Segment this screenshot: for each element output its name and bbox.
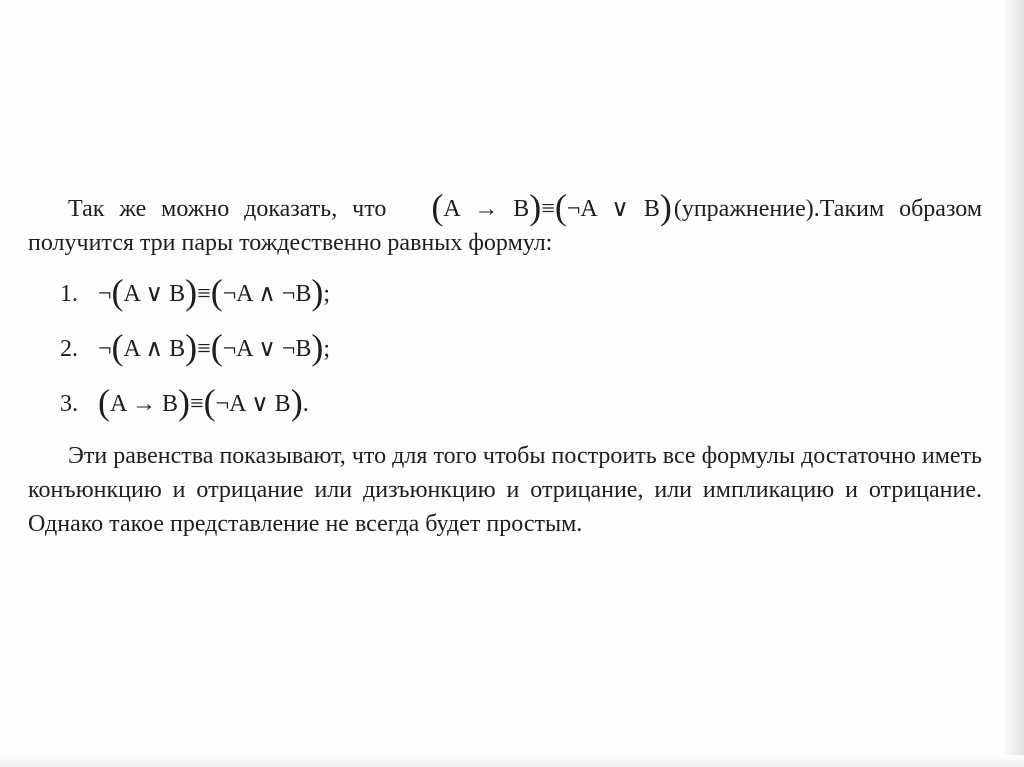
intro-line2: образом получится три пары тождественно равных формул: [28, 196, 983, 256]
formula-item-3 [28, 380, 982, 435]
formula-expression: (A → B)≡(¬A ∨ B). [98, 382, 309, 422]
formula-number: 1. [60, 281, 78, 307]
document-body [28, 187, 983, 541]
formula-expression: ¬(A ∧ B)≡(¬A ∨ ¬B); [98, 327, 331, 367]
intro-formula: (A → B)≡(¬A ∨ B) [431, 187, 672, 227]
formula-item-1 [28, 270, 982, 325]
formula-list [28, 270, 982, 435]
formula-number: 3. [60, 391, 78, 417]
formula-expression: ¬(A ∨ B)≡(¬A ∧ ¬B); [98, 272, 331, 312]
page-bottom-edge [0, 755, 1024, 767]
intro-after: (упражнение).Таким [673, 196, 885, 222]
formula-number: 2. [60, 336, 78, 362]
page-edge-shadow [1002, 0, 1024, 767]
formula-item-2 [28, 325, 982, 380]
conclusion-paragraph: Эти равенства показывают, что для того чтобы построить все формулы достаточно иметь конъюнкцию и отрицание или дизъюнкцию и отрицание, или импликацию и отрицание. Однако такое представление не всегда будет простым. [28, 443, 982, 537]
intro-paragraph [28, 187, 983, 260]
intro-lead: Так же можно доказать, что [68, 196, 387, 222]
